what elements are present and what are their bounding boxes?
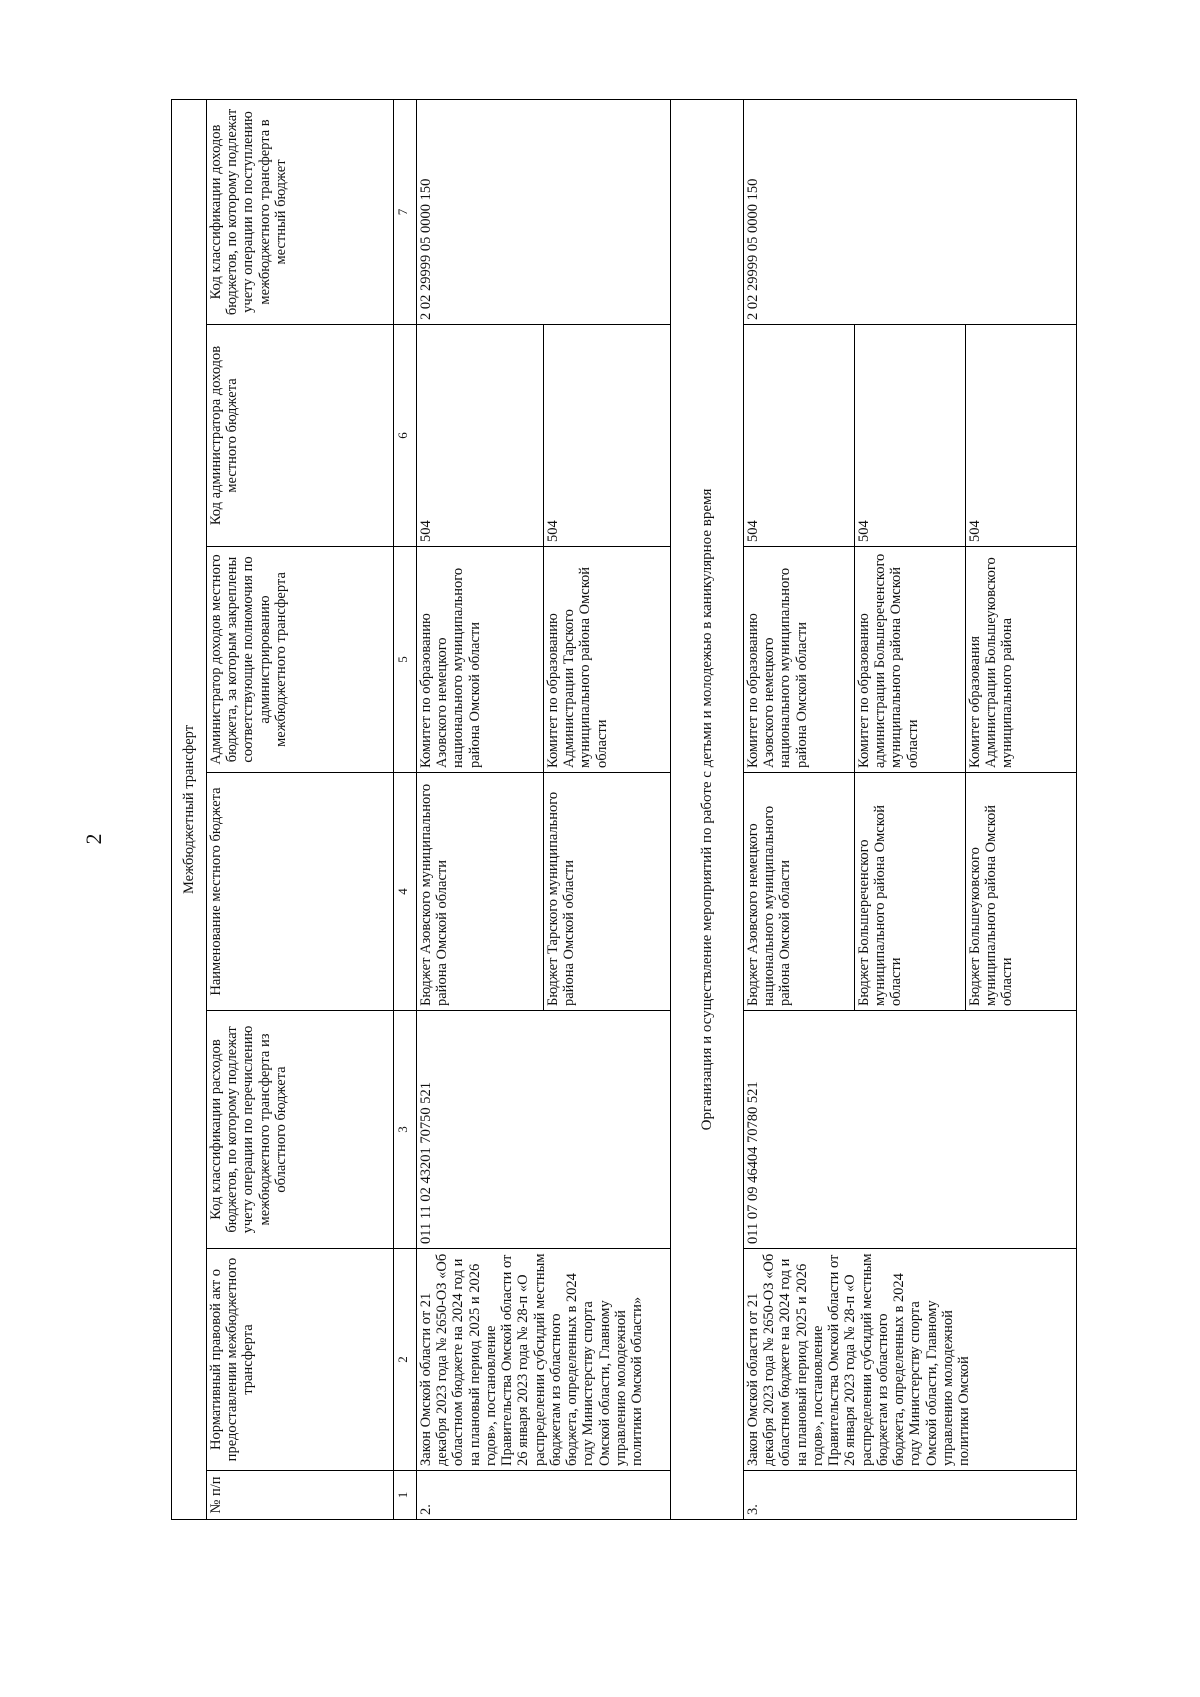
col-number-5: 5 [394,547,417,773]
col-number-6: 6 [394,325,417,547]
row3-admin-code-2: 504 [855,325,966,547]
rotated-table-area [171,100,1103,1520]
col-number-2: 2 [394,1249,417,1471]
row2-admin-2: Комитет по образованию Администрации Тарского муниципального района Омской области [544,547,671,773]
row3-admin-code-3: 504 [966,325,1077,547]
row3-legal-act: Закон Омской области от 21 декабря 2023 года № 2650-ОЗ «Об областном бюджете на 2024 год и на плановый период 2025 и 2026 годов», постановление Правительства Омской области от 26 января 2023 года № 28-п «О распределении субсидий местным бюджетам из областного бюджета, определенных в 2024 году Министерству спорта Омской области, Главному управлению молодежной политики Омской [744,1249,1077,1471]
column-numbers-row [394,99,417,1519]
table-row [744,99,855,1519]
row3-admin-code-1: 504 [744,325,855,547]
row3-expense-code: 011 07 09 46404 70780 521 [744,1011,1077,1249]
row3-admin-1: Комитет по образованию Азовского немецкого национального муниципального района Омской области [744,547,855,773]
row3-budget-2: Бюджет Большереченского муниципального района Омской области [855,773,966,1011]
header-col-3: Код классификации расходов бюджетов, по которому подлежат учету операции по перечислению межбюджетного трансферта из областного бюджета [207,1011,394,1249]
col-number-7: 7 [394,99,417,324]
table-column-headers [207,99,394,1519]
super-header-cell: Межбюджетный трансферт [172,99,207,1519]
row2-budget-2: Бюджет Тарского муниципального района Омской области [544,773,671,1011]
row2-income-code: 2 02 29999 05 0000 150 [417,99,671,324]
row3-number: 3. [744,1471,1077,1520]
row2-expense-code: 011 11 02 43201 70750 521 [417,1011,671,1249]
row2-admin-code-1: 504 [417,325,544,547]
table-row [417,99,544,1519]
header-col-7: Код классификации доходов бюджетов, по которому подлежат учету операции по поступлению межбюджетного трансферта в местный бюджет [207,99,394,324]
header-col-4: Наименование местного бюджета [207,773,394,1011]
row2-budget-1: Бюджет Азовского муниципального района Омской области [417,773,544,1011]
table-wrapper [171,100,1103,1520]
row3-budget-3: Бюджет Большеуковского муниципального района Омской области [966,773,1077,1011]
header-col-2: Нормативный правовой акт о предоставлении межбюджетного трансферта [207,1249,394,1471]
col-number-4: 4 [394,773,417,1011]
transfer-table [171,99,1077,1520]
row3-budget-1: Бюджет Азовского немецкого национального муниципального района Омской области [744,773,855,1011]
section-row [671,99,744,1519]
row2-number: 2. [417,1471,671,1520]
header-col-1: № п/п [207,1471,394,1520]
page-number: 2 [81,833,106,845]
row2-admin-1: Комитет по образованию Азовского немецкого национального муниципального района Омской области [417,547,544,773]
row2-admin-code-2: 504 [544,325,671,547]
section-title: Организация и осуществление мероприятий по работе с детьми и молодежью в каникулярное время [671,99,744,1519]
row3-admin-3: Комитет образования Администрации Большеуковского муниципального района [966,547,1077,773]
row3-admin-2: Комитет по образованию администрации Большереченского муниципального района Омской области [855,547,966,773]
col-number-3: 3 [394,1011,417,1249]
header-col-6: Код администратора доходов местного бюджета [207,325,394,547]
row2-legal-act: Закон Омской области от 21 декабря 2023 года № 2650-ОЗ «Об областном бюджете на 2024 год и на плановый период 2025 и 2026 годов», постановление Правительства Омской области от 26 января 2023 года № 28-п «О распределении субсидий местным бюджетам из областного бюджета, определенных в 2024 году Министерству спорта Омской области, Главному управлению молодежной политики Омской области» [417,1249,671,1471]
header-col-5: Администратор доходов местного бюджета, за которым закреплены соответствующие полномочия по администрированию межбюджетного трансферта [207,547,394,773]
row3-income-code: 2 02 29999 05 0000 150 [744,99,1077,324]
table-super-header [172,99,207,1519]
col-number-1: 1 [394,1471,417,1520]
